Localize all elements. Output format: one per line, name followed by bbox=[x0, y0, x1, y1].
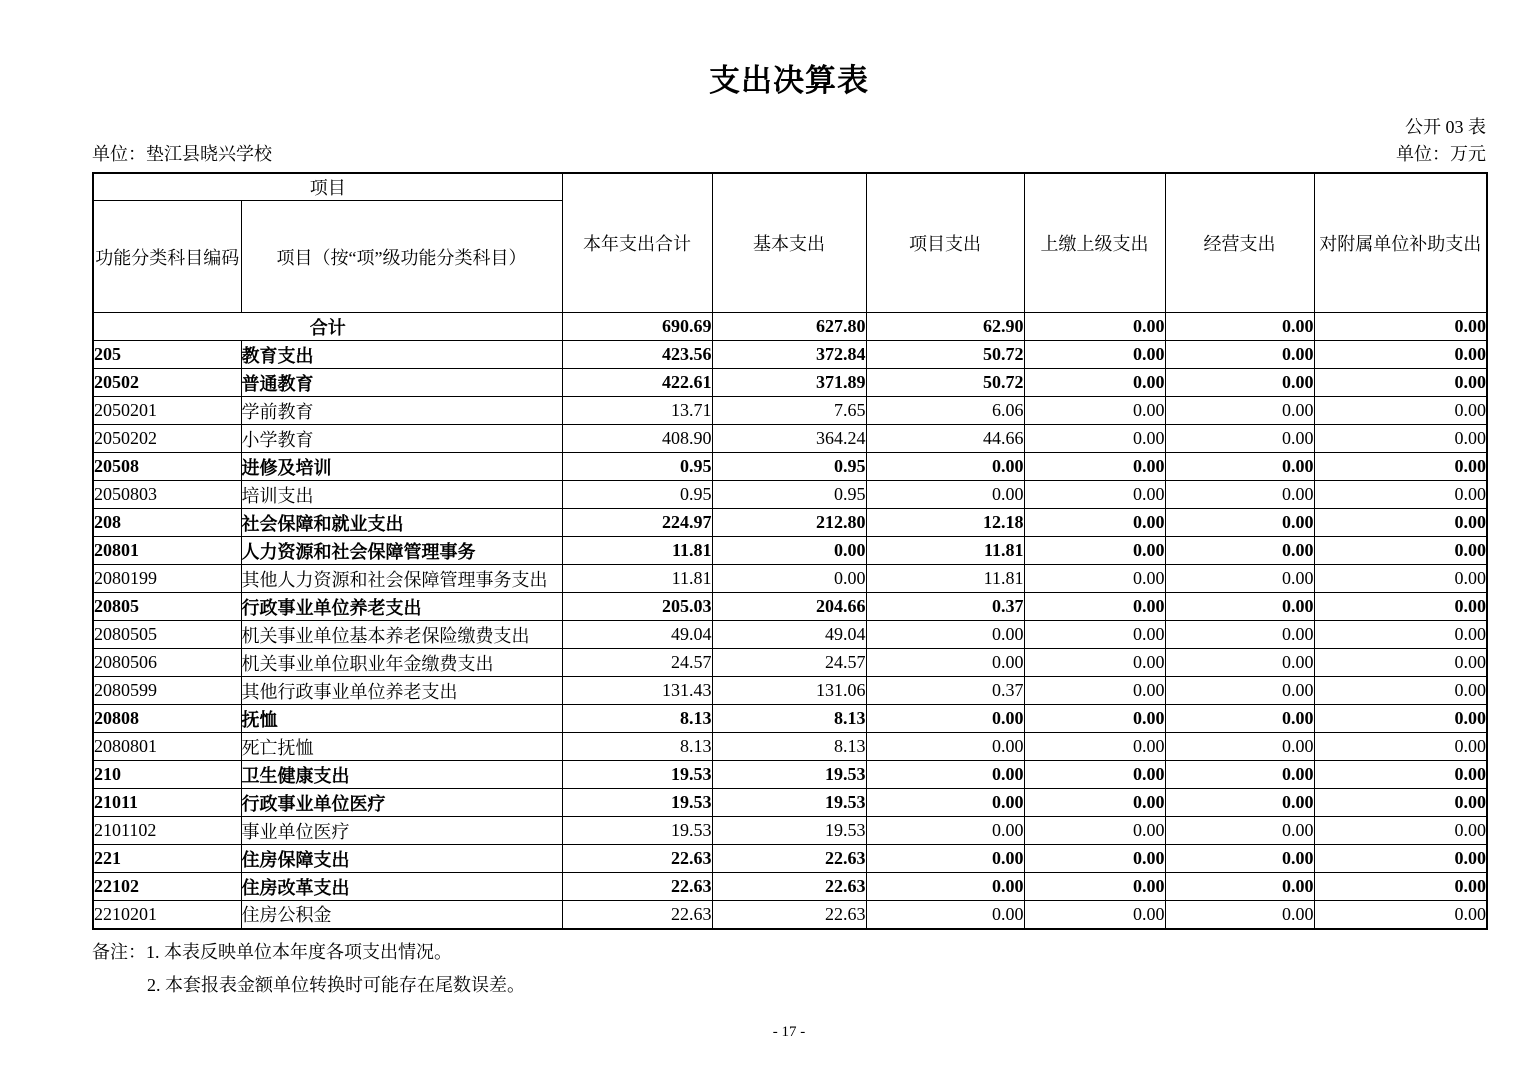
row-value: 0.00 bbox=[1024, 537, 1165, 565]
table-row bbox=[93, 621, 1487, 649]
row-value: 22.63 bbox=[562, 845, 712, 873]
row-value: 0.00 bbox=[1314, 845, 1487, 873]
row-code: 2080506 bbox=[93, 649, 241, 677]
row-value: 0.00 bbox=[1314, 649, 1487, 677]
row-value: 0.00 bbox=[1165, 621, 1314, 649]
row-value: 0.00 bbox=[1165, 873, 1314, 901]
table-row bbox=[93, 565, 1487, 593]
row-value: 6.06 bbox=[866, 397, 1024, 425]
row-item-name: 事业单位医疗 bbox=[241, 817, 562, 845]
row-value: 0.00 bbox=[866, 873, 1024, 901]
row-value: 0.00 bbox=[1024, 705, 1165, 733]
table-row bbox=[93, 509, 1487, 537]
row-item-name: 住房改革支出 bbox=[241, 873, 562, 901]
row-value: 422.61 bbox=[562, 369, 712, 397]
row-value: 0.00 bbox=[1024, 593, 1165, 621]
row-value: 0.00 bbox=[1314, 425, 1487, 453]
table-row bbox=[93, 341, 1487, 369]
row-value: 19.53 bbox=[562, 761, 712, 789]
row-value: 22.63 bbox=[712, 873, 866, 901]
row-value: 11.81 bbox=[562, 537, 712, 565]
row-value: 0.00 bbox=[1314, 369, 1487, 397]
row-value: 364.24 bbox=[712, 425, 866, 453]
note-line-1: 备注：1. 本表反映单位本年度各项支出情况。 bbox=[92, 941, 452, 962]
row-value: 0.00 bbox=[1024, 789, 1165, 817]
row-item-name: 教育支出 bbox=[241, 341, 562, 369]
table-row bbox=[93, 761, 1487, 789]
row-value: 19.53 bbox=[712, 761, 866, 789]
row-value: 0.00 bbox=[1024, 873, 1165, 901]
row-item-name: 社会保障和就业支出 bbox=[241, 509, 562, 537]
row-value: 0.00 bbox=[866, 761, 1024, 789]
row-value: 24.57 bbox=[712, 649, 866, 677]
header-group-item: 项目 bbox=[93, 173, 562, 201]
row-value: 0.00 bbox=[712, 565, 866, 593]
table-row bbox=[93, 397, 1487, 425]
row-value: 22.63 bbox=[562, 873, 712, 901]
row-value: 0.00 bbox=[1314, 789, 1487, 817]
row-code: 20808 bbox=[93, 705, 241, 733]
row-value: 0.00 bbox=[1314, 621, 1487, 649]
row-item-name: 住房公积金 bbox=[241, 901, 562, 929]
row-value: 0.00 bbox=[1165, 705, 1314, 733]
row-item-name: 普通教育 bbox=[241, 369, 562, 397]
row-value: 0.00 bbox=[1314, 873, 1487, 901]
row-value: 8.13 bbox=[712, 705, 866, 733]
row-value: 0.00 bbox=[866, 453, 1024, 481]
row-item-name: 培训支出 bbox=[241, 481, 562, 509]
row-code: 208 bbox=[93, 509, 241, 537]
table-row bbox=[93, 649, 1487, 677]
row-value: 0.00 bbox=[1165, 537, 1314, 565]
table-row bbox=[93, 733, 1487, 761]
row-value: 11.81 bbox=[866, 537, 1024, 565]
row-code: 20801 bbox=[93, 537, 241, 565]
row-value: 0.00 bbox=[866, 733, 1024, 761]
row-value: 371.89 bbox=[712, 369, 866, 397]
row-value: 0.00 bbox=[1165, 817, 1314, 845]
row-value: 62.90 bbox=[866, 313, 1024, 341]
row-item-name: 机关事业单位基本养老保险缴费支出 bbox=[241, 621, 562, 649]
row-value: 0.00 bbox=[1024, 453, 1165, 481]
row-value: 12.18 bbox=[866, 509, 1024, 537]
table-row bbox=[93, 845, 1487, 873]
row-value: 0.00 bbox=[1314, 901, 1487, 929]
row-value: 0.00 bbox=[1314, 705, 1487, 733]
row-item-name: 小学教育 bbox=[241, 425, 562, 453]
row-value: 0.00 bbox=[1165, 677, 1314, 705]
row-value: 0.00 bbox=[866, 817, 1024, 845]
row-value: 0.00 bbox=[1165, 397, 1314, 425]
row-value: 0.00 bbox=[1314, 677, 1487, 705]
row-item-name: 抚恤 bbox=[241, 705, 562, 733]
row-value: 11.81 bbox=[866, 565, 1024, 593]
row-value: 0.00 bbox=[1024, 397, 1165, 425]
header-col-basic: 基本支出 bbox=[712, 173, 866, 313]
row-value: 0.37 bbox=[866, 593, 1024, 621]
row-value: 0.00 bbox=[1314, 481, 1487, 509]
row-value: 0.00 bbox=[1314, 565, 1487, 593]
row-value: 0.00 bbox=[866, 705, 1024, 733]
row-item-name: 其他人力资源和社会保障管理事务支出 bbox=[241, 565, 562, 593]
row-value: 8.13 bbox=[562, 733, 712, 761]
header-col-upturned: 上缴上级支出 bbox=[1024, 173, 1165, 313]
row-value: 0.00 bbox=[1165, 565, 1314, 593]
row-value: 0.00 bbox=[712, 537, 866, 565]
row-value: 13.71 bbox=[562, 397, 712, 425]
table-row bbox=[93, 593, 1487, 621]
row-item-name: 机关事业单位职业年金缴费支出 bbox=[241, 649, 562, 677]
row-value: 0.00 bbox=[1165, 761, 1314, 789]
row-value: 8.13 bbox=[562, 705, 712, 733]
row-value: 0.00 bbox=[1314, 733, 1487, 761]
row-value: 627.80 bbox=[712, 313, 866, 341]
row-value: 0.00 bbox=[866, 621, 1024, 649]
page-title: 支出决算表 bbox=[709, 63, 869, 98]
currency-unit-label: 单位：万元 bbox=[1396, 144, 1486, 164]
row-value: 0.00 bbox=[1024, 761, 1165, 789]
row-code: 210 bbox=[93, 761, 241, 789]
row-value: 0.00 bbox=[1024, 481, 1165, 509]
row-value: 0.00 bbox=[1165, 593, 1314, 621]
row-item-name: 行政事业单位养老支出 bbox=[241, 593, 562, 621]
row-value: 0.00 bbox=[1165, 341, 1314, 369]
header-row-group bbox=[93, 173, 1487, 201]
meta-row bbox=[92, 143, 1486, 165]
header-col-item-name: 项目（按“项”级功能分类科目） bbox=[241, 201, 562, 313]
expenditure-table bbox=[92, 172, 1488, 930]
table-code-label: 公开 03 表 bbox=[1405, 117, 1486, 137]
row-value: 0.00 bbox=[1024, 677, 1165, 705]
row-item-name: 学前教育 bbox=[241, 397, 562, 425]
row-value: 0.00 bbox=[1314, 537, 1487, 565]
row-code: 20805 bbox=[93, 593, 241, 621]
row-value: 0.00 bbox=[1314, 397, 1487, 425]
row-value: 0.95 bbox=[562, 481, 712, 509]
row-code: 2050201 bbox=[93, 397, 241, 425]
table-row bbox=[93, 537, 1487, 565]
row-code: 2101102 bbox=[93, 817, 241, 845]
note-line-2: 2. 本套报表金额单位转换时可能存在尾数误差。 bbox=[147, 974, 525, 995]
row-code: 20508 bbox=[93, 453, 241, 481]
row-value: 0.00 bbox=[1165, 369, 1314, 397]
row-item-name: 卫生健康支出 bbox=[241, 761, 562, 789]
row-value: 44.66 bbox=[866, 425, 1024, 453]
row-value: 0.95 bbox=[712, 453, 866, 481]
row-value: 0.00 bbox=[1314, 817, 1487, 845]
row-value: 0.95 bbox=[562, 453, 712, 481]
row-value: 0.00 bbox=[1024, 649, 1165, 677]
row-value: 0.00 bbox=[866, 789, 1024, 817]
row-value: 131.06 bbox=[712, 677, 866, 705]
row-value: 8.13 bbox=[712, 733, 866, 761]
row-value: 0.00 bbox=[1024, 425, 1165, 453]
row-value: 0.00 bbox=[1024, 313, 1165, 341]
row-code: 21011 bbox=[93, 789, 241, 817]
row-value: 0.00 bbox=[1165, 453, 1314, 481]
header-col-year-total: 本年支出合计 bbox=[562, 173, 712, 313]
row-item-name: 进修及培训 bbox=[241, 453, 562, 481]
row-value: 0.00 bbox=[1165, 481, 1314, 509]
row-value: 0.00 bbox=[1165, 509, 1314, 537]
notes bbox=[92, 936, 1486, 1002]
row-item-name: 其他行政事业单位养老支出 bbox=[241, 677, 562, 705]
row-code: 20502 bbox=[93, 369, 241, 397]
row-value: 0.00 bbox=[1314, 593, 1487, 621]
table-row bbox=[93, 425, 1487, 453]
row-code: 205 bbox=[93, 341, 241, 369]
row-value: 0.37 bbox=[866, 677, 1024, 705]
table-row bbox=[93, 789, 1487, 817]
row-value: 0.00 bbox=[1165, 313, 1314, 341]
row-code: 2080505 bbox=[93, 621, 241, 649]
row-value: 0.00 bbox=[866, 845, 1024, 873]
row-value: 0.00 bbox=[1165, 649, 1314, 677]
row-value: 0.00 bbox=[1165, 901, 1314, 929]
table-row bbox=[93, 705, 1487, 733]
row-value: 22.63 bbox=[712, 845, 866, 873]
row-value: 0.00 bbox=[866, 649, 1024, 677]
row-item-name: 死亡抚恤 bbox=[241, 733, 562, 761]
row-code: 2050803 bbox=[93, 481, 241, 509]
table-row bbox=[93, 369, 1487, 397]
row-value: 0.00 bbox=[1024, 565, 1165, 593]
row-value: 0.00 bbox=[1165, 733, 1314, 761]
row-value: 50.72 bbox=[866, 341, 1024, 369]
row-value: 0.00 bbox=[1314, 453, 1487, 481]
row-value: 49.04 bbox=[562, 621, 712, 649]
row-value: 24.57 bbox=[562, 649, 712, 677]
row-code: 2080801 bbox=[93, 733, 241, 761]
row-value: 19.53 bbox=[712, 817, 866, 845]
row-code: 22102 bbox=[93, 873, 241, 901]
row-value: 0.95 bbox=[712, 481, 866, 509]
row-item-name: 行政事业单位医疗 bbox=[241, 789, 562, 817]
table-row bbox=[93, 817, 1487, 845]
row-value: 0.00 bbox=[1314, 761, 1487, 789]
row-value: 224.97 bbox=[562, 509, 712, 537]
header-col-subsidy: 对附属单位补助支出 bbox=[1314, 173, 1487, 313]
row-value: 0.00 bbox=[1024, 845, 1165, 873]
row-value: 49.04 bbox=[712, 621, 866, 649]
table-row bbox=[93, 677, 1487, 705]
row-value: 131.43 bbox=[562, 677, 712, 705]
row-item-name: 人力资源和社会保障管理事务 bbox=[241, 537, 562, 565]
table-row bbox=[93, 873, 1487, 901]
row-value: 22.63 bbox=[562, 901, 712, 929]
row-value: 408.90 bbox=[562, 425, 712, 453]
row-value: 0.00 bbox=[1024, 509, 1165, 537]
header-col-operating: 经营支出 bbox=[1165, 173, 1314, 313]
row-value: 0.00 bbox=[1024, 341, 1165, 369]
row-value: 205.03 bbox=[562, 593, 712, 621]
row-total-label: 合计 bbox=[93, 313, 562, 341]
page-number: - 17 - bbox=[772, 1023, 806, 1040]
row-value: 19.53 bbox=[562, 817, 712, 845]
row-value: 0.00 bbox=[1165, 789, 1314, 817]
row-value: 19.53 bbox=[562, 789, 712, 817]
row-value: 0.00 bbox=[1165, 425, 1314, 453]
row-value: 690.69 bbox=[562, 313, 712, 341]
row-value: 0.00 bbox=[1024, 733, 1165, 761]
document-content bbox=[92, 0, 1486, 1041]
row-value: 372.84 bbox=[712, 341, 866, 369]
row-value: 0.00 bbox=[1024, 369, 1165, 397]
header-col-code: 功能分类科目编码 bbox=[93, 201, 241, 313]
row-value: 204.66 bbox=[712, 593, 866, 621]
row-value: 7.65 bbox=[712, 397, 866, 425]
row-value: 0.00 bbox=[1314, 341, 1487, 369]
row-value: 11.81 bbox=[562, 565, 712, 593]
row-value: 0.00 bbox=[866, 901, 1024, 929]
row-code: 2080599 bbox=[93, 677, 241, 705]
row-code: 2050202 bbox=[93, 425, 241, 453]
row-code: 2210201 bbox=[93, 901, 241, 929]
header-col-project: 项目支出 bbox=[866, 173, 1024, 313]
row-value: 0.00 bbox=[1314, 313, 1487, 341]
row-value: 0.00 bbox=[1165, 845, 1314, 873]
unit-name-label: 单位：垫江县晓兴学校 bbox=[92, 144, 272, 164]
row-value: 423.56 bbox=[562, 341, 712, 369]
row-value: 0.00 bbox=[1024, 817, 1165, 845]
table-row bbox=[93, 313, 1487, 341]
row-code: 2080199 bbox=[93, 565, 241, 593]
row-value: 212.80 bbox=[712, 509, 866, 537]
row-value: 22.63 bbox=[712, 901, 866, 929]
row-value: 0.00 bbox=[866, 481, 1024, 509]
row-value: 19.53 bbox=[712, 789, 866, 817]
table-row bbox=[93, 481, 1487, 509]
row-value: 0.00 bbox=[1024, 901, 1165, 929]
table-row bbox=[93, 453, 1487, 481]
row-code: 221 bbox=[93, 845, 241, 873]
row-value: 0.00 bbox=[1314, 509, 1487, 537]
row-item-name: 住房保障支出 bbox=[241, 845, 562, 873]
row-value: 50.72 bbox=[866, 369, 1024, 397]
table-row bbox=[93, 901, 1487, 929]
row-value: 0.00 bbox=[1024, 621, 1165, 649]
